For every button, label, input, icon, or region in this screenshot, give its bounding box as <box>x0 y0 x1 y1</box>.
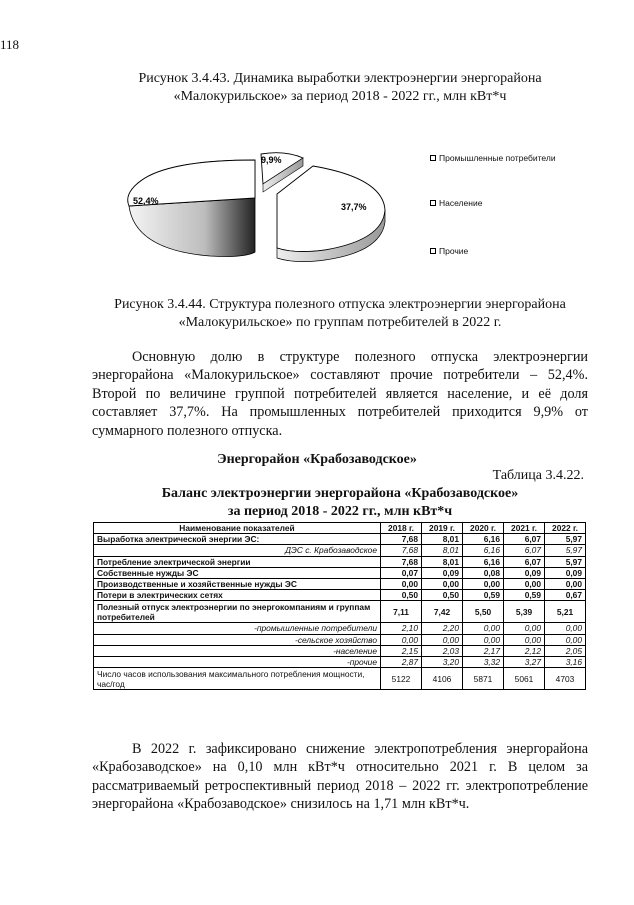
balance-table <box>93 522 586 690</box>
paragraph-structure <box>92 348 588 440</box>
table-cell: 0,00 <box>422 634 463 645</box>
table-row <box>94 556 586 567</box>
row-name: Число часов использования максимального потребления мощности, час/год <box>94 668 381 690</box>
figure-43-caption <box>60 70 620 106</box>
legend-population <box>430 198 482 208</box>
pie-chart <box>115 140 405 275</box>
table-cell: 2,12 <box>504 645 545 656</box>
row-name: Выработка электрической энергии ЭС: <box>94 534 381 545</box>
table-header-cell: 2018 г. <box>381 523 422 534</box>
table-cell: 2,10 <box>381 623 422 634</box>
table-cell: 5,39 <box>504 601 545 623</box>
row-name: ДЭС с. Крабозаводское <box>94 545 381 556</box>
figure-44-caption-line2: «Малокурильское» по группам потребителей в 2022 г. <box>178 315 502 330</box>
table-cell: 0,00 <box>504 634 545 645</box>
table-row <box>94 567 586 578</box>
table-cell: 2,17 <box>463 645 504 656</box>
table-label: Таблица 3.4.22. <box>492 468 584 483</box>
table-cell: 0,00 <box>381 634 422 645</box>
row-name: Собственные нужды ЭС <box>94 567 381 578</box>
table-row <box>94 634 586 645</box>
table-cell: 0,00 <box>463 634 504 645</box>
row-name: Производственные и хозяйственные нужды ЭС <box>94 578 381 589</box>
paragraph-consumption-text: В 2022 г. зафиксировано снижение электропотребления энергорайона «Крабозаводское» на 0,10 млн кВт*ч относительно 2021 г. В целом за рассматриваемый ретроспективный период 2018 – 2022 гг. электропотребление энергорайона «Крабозаводское» снизилось на 1,71 млн кВт*ч. <box>92 741 588 813</box>
table-cell: 0,00 <box>381 578 422 589</box>
table-cell: 5,97 <box>545 556 586 567</box>
row-name: -сельское хозяйство <box>94 634 381 645</box>
table-cell: 2,20 <box>422 623 463 634</box>
legend-swatch-icon <box>430 248 436 254</box>
table-cell: 0,00 <box>504 623 545 634</box>
legend-swatch-icon <box>430 200 436 206</box>
table-cell: 3,27 <box>504 656 545 667</box>
table-cell: 6,07 <box>504 534 545 545</box>
table-row <box>94 645 586 656</box>
table-cell: 5,97 <box>545 534 586 545</box>
table-cell: 2,05 <box>545 645 586 656</box>
pie-slice-population <box>277 166 385 262</box>
table-cell: 5122 <box>381 668 422 690</box>
table-header-cell: 2019 г. <box>422 523 463 534</box>
legend-label-industrial: Промышленные потребители <box>439 153 556 163</box>
legend-label-population: Население <box>439 198 483 208</box>
table-cell: 0,00 <box>422 578 463 589</box>
figure-43-caption-line2: «Малокурильское» за период 2018 - 2022 гг., млн кВт*ч <box>173 89 507 104</box>
table-cell: 0,00 <box>463 578 504 589</box>
table-row <box>94 545 586 556</box>
table-cell: 0,00 <box>545 634 586 645</box>
table-cell: 7,42 <box>422 601 463 623</box>
table-cell: 2,03 <box>422 645 463 656</box>
table-cell: 7,68 <box>381 545 422 556</box>
table-row <box>94 534 586 545</box>
table-row <box>94 668 586 690</box>
table-cell: 5871 <box>463 668 504 690</box>
table-row <box>94 590 586 601</box>
table-row <box>94 601 586 623</box>
row-name: -прочие <box>94 656 381 667</box>
section-title: Энергорайон «Крабозаводское» <box>217 452 417 467</box>
table-cell: 7,11 <box>381 601 422 623</box>
row-name: Полезный отпуск электроэнергии по энергокомпаниям и группам потребителей <box>94 601 381 623</box>
table-cell: 3,16 <box>545 656 586 667</box>
table-cell: 5,21 <box>545 601 586 623</box>
table-cell: 0,09 <box>545 567 586 578</box>
figure-44-caption-line1: Рисунок 3.4.44. Структура полезного отпуска электроэнергии энергорайона <box>114 297 566 312</box>
legend-prochie <box>430 246 468 256</box>
table-cell: 5,97 <box>545 545 586 556</box>
pie-slice-prochie <box>128 160 255 257</box>
figure-43-caption-line1: Рисунок 3.4.43. Динамика выработки электроэнергии энергорайона <box>138 71 542 86</box>
paragraph-structure-text: Основную долю в структуре полезного отпуска электроэнергии энергорайона «Малокурильское» составляют прочие потребители – 52,4%. Второй по величине группой потребителей является население, и её доля составляет 37,7%. На промышленных потребителей приходится 9,9% от суммарного полезного отпуска. <box>92 349 588 439</box>
row-name: Потери в электрических сетях <box>94 590 381 601</box>
row-name: -население <box>94 645 381 656</box>
table-cell: 0,00 <box>504 578 545 589</box>
table-cell: 6,07 <box>504 556 545 567</box>
table-cell: 0,07 <box>381 567 422 578</box>
table-row <box>94 656 586 667</box>
table-cell: 0,50 <box>422 590 463 601</box>
table-header-cell: 2021 г. <box>504 523 545 534</box>
table-cell: 0,08 <box>463 567 504 578</box>
table-cell: 4703 <box>545 668 586 690</box>
table-cell: 6,16 <box>463 556 504 567</box>
row-name: -промышленные потребители <box>94 623 381 634</box>
table-cell: 7,68 <box>381 534 422 545</box>
table-cell: 0,50 <box>381 590 422 601</box>
table-cell: 0,00 <box>545 578 586 589</box>
table-cell: 8,01 <box>422 534 463 545</box>
table-cell: 0,09 <box>504 567 545 578</box>
table-cell: 0,67 <box>545 590 586 601</box>
table-cell: 0,09 <box>422 567 463 578</box>
table-cell: 0,59 <box>463 590 504 601</box>
table-cell: 8,01 <box>422 545 463 556</box>
table-header-cell: 2022 г. <box>545 523 586 534</box>
figure-44-caption <box>60 296 620 332</box>
pie-label-prochie: 52,4% <box>133 196 159 206</box>
table-cell: 2,87 <box>381 656 422 667</box>
table-cell: 5,50 <box>463 601 504 623</box>
table-header-cell: 2020 г. <box>463 523 504 534</box>
row-name: Потребление электрической энергии <box>94 556 381 567</box>
table-cell: 5061 <box>504 668 545 690</box>
legend-swatch-icon <box>430 155 436 161</box>
table-title-line1: Баланс электроэнергии энергорайона «Крабозаводское» <box>161 486 519 501</box>
table-row <box>94 578 586 589</box>
legend-label-prochie: Прочие <box>439 246 469 256</box>
page-number: 118 <box>0 37 20 52</box>
table-cell: 6,16 <box>463 545 504 556</box>
table-header-row <box>94 523 586 534</box>
table-cell: 8,01 <box>422 556 463 567</box>
table-header-cell: Наименование показателей <box>94 523 381 534</box>
table-cell: 6,16 <box>463 534 504 545</box>
legend-industrial <box>430 153 556 163</box>
table-cell: 6,07 <box>504 545 545 556</box>
paragraph-consumption <box>92 740 588 814</box>
table-title <box>60 485 620 521</box>
table-cell: 0,00 <box>545 623 586 634</box>
table-cell: 4106 <box>422 668 463 690</box>
table-cell: 3,32 <box>463 656 504 667</box>
table-cell: 3,20 <box>422 656 463 667</box>
table-row <box>94 623 586 634</box>
table-cell: 7,68 <box>381 556 422 567</box>
table-cell: 0,59 <box>504 590 545 601</box>
pie-label-population: 37,7% <box>341 202 367 212</box>
table-cell: 0,00 <box>463 623 504 634</box>
table-title-line2: за период 2018 - 2022 гг., млн кВт*ч <box>227 504 453 519</box>
pie-label-industrial: 9,9% <box>261 155 282 165</box>
table-cell: 2,15 <box>381 645 422 656</box>
